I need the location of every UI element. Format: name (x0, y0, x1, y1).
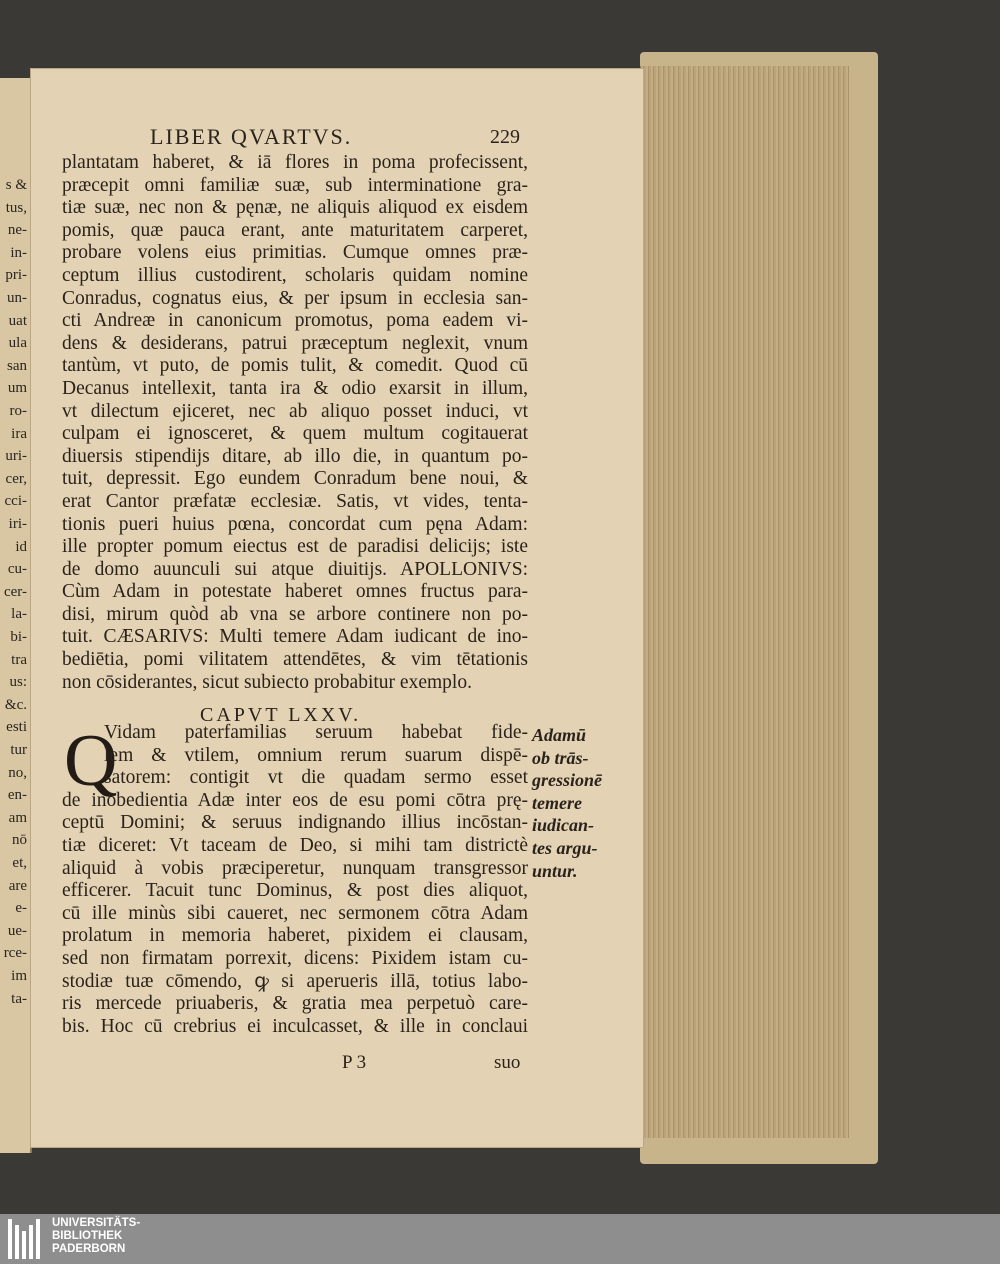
chapter-line: ceptū Domini; & seruus indignando illius incōstan- (62, 812, 528, 834)
left-page-line: rce- (3, 945, 27, 962)
left-page-line: ue- (7, 922, 27, 939)
chapter-line: sed non firmatam porrexit, dicens: Pixidem istam cu- (62, 947, 528, 969)
chapter-line: efficerer. Tacuit tunc Dominus, & post dies aliquot, (62, 880, 528, 902)
text-line: ceptum illius custodirent, scholaris quidam nomine (62, 264, 528, 286)
chapter-heading: CAPVT LXXV. (200, 704, 362, 726)
chapter-line: bis. Hoc cū crebrius ei inculcasset, & ille in conclaui (62, 1015, 528, 1037)
page-edges (640, 66, 849, 1138)
chapter-line: de inobedientia Adæ inter eos de esu pomi cōtra prę- (62, 789, 528, 811)
library-name-line: UNIVERSITÄTS- (52, 1217, 141, 1229)
left-page-line: e- (15, 900, 27, 917)
text-line: tuit, depressit. Ego eundem Conradum bene noui, & (62, 468, 528, 490)
left-page-line: tus, (5, 199, 27, 216)
text-line: Cùm Adam in potestate haberet omnes fructus para- (62, 581, 528, 603)
chapter-text (62, 722, 528, 1038)
left-page-line: are (8, 877, 27, 894)
left-page-line: &c. (4, 696, 27, 713)
left-page-fragment (0, 78, 32, 1153)
text-line: de domo auunculi sui atque diuitijs. APOLLONIVS: (62, 558, 528, 580)
left-page-line: cer- (3, 583, 27, 600)
library-footer (0, 1214, 1000, 1264)
left-page-line: uri- (5, 448, 27, 465)
left-page-line: la- (11, 606, 27, 623)
text-line: culpam ei ignosceret, & quem multum cogitauerat (62, 423, 528, 445)
left-page-line: am (8, 809, 27, 826)
chapter-line: cū ille minùs sibi caueret, nec sermonem cōtra Adam (62, 902, 528, 924)
text-line: disi, mirum quòd ab vna se arbore continere non po- (62, 603, 528, 625)
text-line: plantatam haberet, & iā flores in poma profecissent, (62, 152, 528, 173)
left-page-line: un- (7, 290, 27, 306)
marginal-note-line: ob trās- (532, 747, 589, 768)
left-page-line: iri- (8, 516, 27, 532)
left-page-line: im (11, 968, 27, 984)
left-page-line: cu- (7, 561, 27, 578)
page-number: 229 (490, 126, 520, 148)
left-page-line: ira (11, 425, 27, 442)
library-name (52, 1217, 140, 1256)
left-page-line: et, (12, 855, 27, 871)
chapter-line: ris mercede priuaberis, & gratia mea perpetuò care- (62, 993, 528, 1015)
chapter-line: prolatum in memoria haberet, pixidem ei clausam, (62, 925, 528, 947)
text-line: cti Andreæ in canonicum promotus, poma eadem vi- (62, 310, 528, 332)
text-line: tantùm, vt puto, de pomis tulit, & comedit. Quod cū (62, 355, 528, 377)
text-line: dens & desiderans, patrui præceptum neglexit, vnum (62, 332, 528, 354)
chapter-line: Vidam paterfamilias seruum habebat fide- (104, 722, 528, 743)
left-page-line: esti (6, 719, 27, 736)
text-line: præcepit omni familiæ suæ, sub interminatione gra- (62, 174, 528, 196)
marginal-note-line: untur. (532, 860, 578, 881)
text-line: Conradus, cognatus eius, & per ipsum in ecclesia san- (62, 287, 528, 309)
left-page-line: uat (8, 312, 27, 329)
dropcap: Q (64, 720, 118, 802)
left-page-line: ro- (9, 403, 27, 419)
left-page-line: bi- (10, 629, 27, 645)
running-title: LIBER QVARTVS. (150, 124, 353, 149)
left-page-line: cci- (4, 493, 27, 510)
chapter-line: aliquid à vobis præciperetur, nunquam transgressor (62, 857, 528, 879)
body-text (62, 152, 528, 694)
left-page-line: ta- (11, 990, 27, 1007)
left-page-line: us: (9, 674, 27, 691)
marginal-note-line: temere (532, 792, 582, 813)
chapter-line: tiæ diceret: Vt taceam de Deo, si mihi tam districtè (62, 834, 528, 856)
text-line: vt dilectum ejiceret, nec ab aliquo posset induci, vt (62, 400, 528, 422)
text-line: ille propter pomum eiectus est de paradisi delicijs; iste (62, 536, 528, 558)
signature-mark: P 3 (342, 1052, 367, 1073)
left-page-line: in- (10, 244, 27, 261)
marginal-note-line: gressionē (532, 770, 603, 791)
left-page-line: cer, (5, 470, 27, 487)
text-line: pomis, quæ pauca erant, ante maturitatem carperet, (62, 219, 528, 241)
left-page-line: san (7, 357, 27, 374)
left-page-line: tra (11, 651, 27, 668)
text-line: diuersis stipendijs ditare, ab illo die, in quantum po- (62, 445, 528, 467)
left-page-line: ula (8, 335, 27, 352)
left-page-line: id (15, 538, 27, 555)
marginal-note (532, 724, 624, 882)
text-line: bediētia, pomi vilitatem attendētes, & vim tētationis (62, 649, 528, 671)
text-line: tionis pueri huius pœna, concordat cum pęna Adam: (62, 513, 528, 535)
text-line: erat Cantor præfatæ ecclesiæ. Satis, vt vides, tenta- (62, 490, 528, 512)
left-page-line: s & (5, 177, 27, 193)
chapter-line: satorem: contigit vt die quadam sermo esset (104, 767, 528, 789)
text-line: Decanus intellexit, tanta ira & odio exarsit in illum, (62, 377, 528, 399)
chapter-line: lem & vtilem, omnium rerum suarum dispē- (104, 744, 528, 766)
library-name-line: BIBLIOTHEK (52, 1230, 123, 1242)
chapter-line: stodiæ tuæ cōmendo, ꝙ si aperueris illā, totius labo- (62, 970, 528, 992)
left-page-line: nō (12, 832, 27, 849)
left-page-line: en- (7, 787, 27, 804)
left-page-line: tur (10, 742, 27, 758)
text-line: tiæ suæ, nec non & pęnæ, ne aliquis aliquod ex eisdem (62, 197, 528, 219)
marginal-note-line: Adamū (532, 725, 587, 745)
left-page-line: ne- (7, 222, 27, 239)
catchword: suo (494, 1052, 521, 1073)
text-line: non cōsiderantes, sicut subiecto probabitur exemplo. (62, 671, 472, 693)
library-name-line: PADERBORN (52, 1243, 126, 1255)
library-logo-icon (8, 1219, 42, 1259)
left-page-line: pri- (5, 267, 27, 284)
text-line: probare volens eius primitias. Cumque omnes præ- (62, 242, 528, 264)
marginal-note-line: tes argu- (532, 837, 598, 858)
marginal-note-line: iudican- (532, 815, 595, 836)
page-header (150, 124, 520, 152)
left-page-line: um (7, 380, 27, 397)
left-page-line: no, (8, 764, 27, 781)
text-line: tuit. CÆSARIVS: Multi temere Adam iudicant de ino- (62, 626, 528, 648)
